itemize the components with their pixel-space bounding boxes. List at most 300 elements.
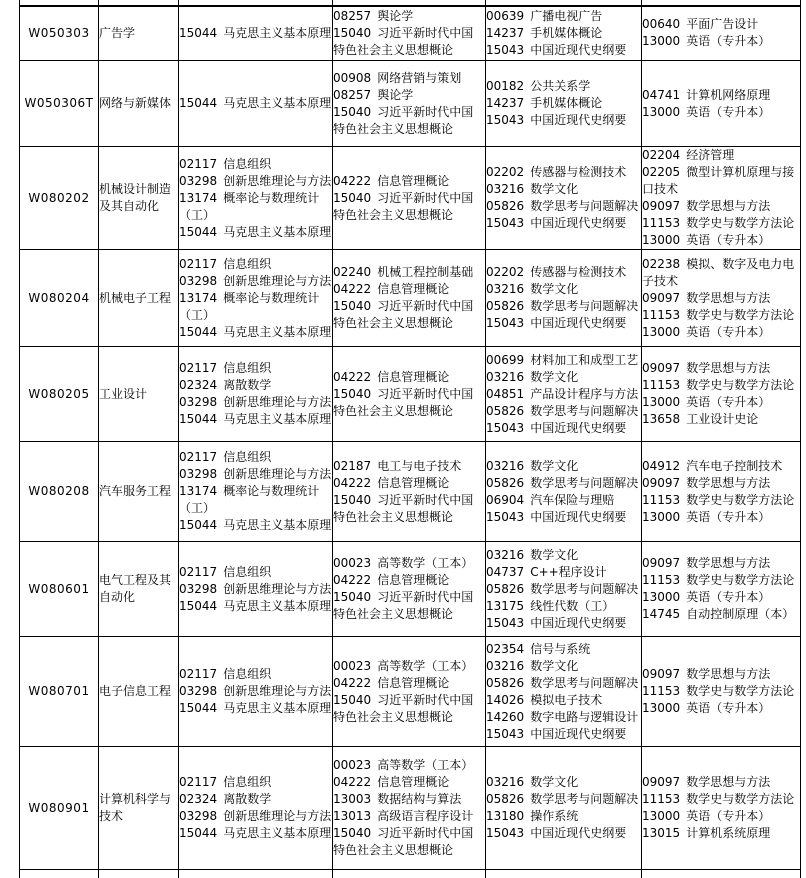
major-code-cell: W080901 [20, 747, 99, 870]
course-item [179, 273, 332, 290]
course-item [642, 791, 800, 808]
course-item [179, 394, 332, 411]
course-code: 13175 [486, 598, 525, 613]
course-item [179, 156, 332, 173]
course-item [642, 555, 800, 572]
major-name-cell: 汽车服务工程 [99, 442, 179, 542]
course-name: 英语（专升本） [686, 324, 771, 339]
course-code: 11153 [642, 492, 681, 507]
course-item [333, 658, 485, 675]
course-item [642, 16, 800, 33]
course-item [642, 33, 800, 50]
course-code: 15040 [333, 492, 372, 507]
course-item [486, 403, 641, 420]
course-item [642, 606, 800, 623]
course-item [642, 232, 800, 249]
course-item [179, 411, 332, 428]
course-name: 习近平新时代中国特色社会主义思想概论 [333, 25, 474, 57]
course-item [486, 675, 641, 692]
course-code: 13000 [642, 104, 681, 119]
course-item [333, 572, 485, 589]
empty-cell [20, 870, 99, 878]
course-name: 数学史与数学方法论 [686, 378, 795, 392]
course-code: 15040 [333, 299, 372, 313]
major-code-cell: W080208 [20, 442, 99, 542]
course-name: 数学思想与方法 [686, 556, 771, 570]
course-cell [333, 61, 486, 147]
course-cell [333, 147, 486, 250]
course-name: 高等数学（工本） [377, 758, 474, 772]
course-cell [179, 61, 333, 147]
table-row [20, 542, 801, 637]
course-item [642, 589, 800, 606]
course-code: 09097 [642, 199, 681, 213]
course-item [486, 78, 641, 95]
course-name: 习近平新时代中国特色社会主义思想概论 [333, 590, 474, 621]
course-code: 00639 [486, 8, 525, 23]
course-code: 02238 [642, 256, 681, 271]
course-item [486, 215, 641, 232]
course-cell [179, 637, 333, 747]
major-code-cell: W050306T [20, 61, 99, 147]
course-name: 数学史与数学方法论 [686, 684, 795, 698]
course-item [486, 281, 641, 298]
table-row [20, 347, 801, 442]
course-cell [642, 147, 801, 250]
course-code: 15044 [179, 25, 218, 40]
course-code: 13000 [642, 809, 681, 823]
course-code: 15044 [179, 518, 218, 532]
course-name: 马克思主义基本原理 [223, 224, 332, 239]
course-item [642, 492, 800, 509]
course-item [179, 290, 332, 324]
course-code: 14026 [486, 692, 525, 707]
table-row [20, 747, 801, 870]
course-item [486, 198, 641, 215]
course-code: 13000 [642, 701, 681, 715]
course-name: 中国近现代史纲要 [530, 216, 627, 230]
course-code: 02117 [179, 256, 218, 271]
course-cell [642, 637, 801, 747]
course-name: 数学文化 [530, 369, 579, 384]
course-name: 汽车保险与理赔 [530, 492, 615, 507]
course-item [333, 8, 485, 25]
course-name: 舆论学 [377, 8, 414, 23]
course-name: 概率论与数理统计（工） [179, 290, 320, 322]
course-code: 03216 [486, 775, 525, 789]
course-name: 数学思想与方法 [686, 667, 771, 681]
course-item [179, 791, 332, 808]
course-item [642, 774, 800, 791]
course-item [486, 774, 641, 791]
course-code: 09097 [642, 667, 681, 681]
course-code: 13000 [642, 590, 681, 604]
course-code: 02202 [486, 165, 525, 179]
course-item [486, 808, 641, 825]
course-name: 高级语言程序设计 [377, 809, 474, 823]
course-item [333, 492, 485, 526]
empty-cell [99, 870, 179, 878]
course-item [333, 104, 485, 138]
major-code-cell: W080202 [20, 147, 99, 250]
course-code: 04912 [642, 458, 681, 473]
course-item [179, 825, 332, 842]
course-item [642, 147, 800, 164]
course-code: 09097 [642, 556, 681, 570]
course-name: 信息管理概论 [377, 475, 450, 490]
major-name-cell: 网络与新媒体 [99, 61, 179, 147]
course-code: 05826 [486, 199, 525, 213]
course-name: 数学文化 [530, 458, 579, 473]
course-name: 经济管理 [686, 148, 735, 162]
course-name: 中国近现代史纲要 [530, 615, 627, 630]
course-name: 数学史与数学方法论 [686, 492, 795, 507]
course-name: 创新思维理论与方法 [223, 581, 332, 596]
course-code: 03216 [486, 182, 525, 196]
course-cell [642, 6, 801, 61]
course-cell [333, 542, 486, 637]
course-code: 04222 [333, 475, 372, 490]
course-code: 04741 [642, 87, 681, 102]
course-code: 15043 [486, 216, 525, 230]
course-item [486, 547, 641, 564]
course-item [486, 641, 641, 658]
course-code: 09097 [642, 775, 681, 789]
empty-cell [179, 870, 333, 878]
course-name: 信息组织 [223, 450, 272, 464]
course-code: 03216 [486, 282, 525, 296]
course-cell [642, 747, 801, 870]
course-name: 广播电视广告 [530, 8, 603, 23]
course-item [179, 173, 332, 190]
course-name: 信息组织 [223, 775, 272, 789]
table-row [20, 147, 801, 250]
course-name: 数学思想与方法 [686, 361, 771, 375]
course-name: 传感器与检测技术 [530, 265, 627, 279]
course-name: 手机媒体概论 [530, 25, 603, 40]
table-row [20, 6, 801, 61]
course-name: 手机媒体概论 [530, 96, 603, 110]
course-name: C++程序设计 [530, 564, 607, 579]
course-name: 信息组织 [223, 156, 272, 171]
course-code: 15040 [333, 190, 372, 205]
course-cell [642, 250, 801, 347]
course-name: 信息管理概论 [377, 675, 450, 690]
course-item [486, 615, 641, 632]
course-code: 15043 [486, 826, 525, 840]
course-item [179, 449, 332, 466]
course-item [333, 190, 485, 224]
course-code: 15040 [333, 692, 372, 707]
course-item [486, 692, 641, 709]
course-code: 00640 [642, 17, 681, 32]
course-cell [486, 442, 642, 542]
course-name: 数学文化 [530, 547, 579, 562]
course-name: 网络营销与策划 [377, 70, 462, 85]
course-code: 02205 [642, 165, 681, 179]
course-item [486, 726, 641, 743]
course-code: 11153 [642, 307, 681, 322]
course-name: 数学文化 [530, 182, 579, 196]
course-code: 15043 [486, 42, 525, 57]
course-name: 马克思主义基本原理 [223, 412, 332, 426]
course-cell [486, 147, 642, 250]
course-item [333, 475, 485, 492]
course-code: 04222 [333, 573, 372, 587]
course-code: 15044 [179, 224, 218, 239]
course-code: 03298 [179, 273, 218, 288]
course-code: 13180 [486, 809, 525, 823]
course-name: 数学思考与问题解决 [530, 792, 639, 806]
course-item [333, 825, 485, 859]
course-code: 00908 [333, 70, 372, 85]
course-name: 数学文化 [530, 775, 579, 789]
course-code: 05826 [486, 475, 525, 490]
course-code: 00699 [486, 352, 525, 367]
course-item [486, 164, 641, 181]
course-item [179, 256, 332, 273]
exam-schedule-table [19, 0, 801, 878]
course-name: 信息组织 [223, 361, 272, 375]
course-code: 14237 [486, 25, 525, 40]
course-cell [642, 347, 801, 442]
course-code: 03216 [486, 547, 525, 562]
course-item [179, 808, 332, 825]
course-name: 汽车电子控制技术 [686, 458, 783, 473]
course-name: 习近平新时代中国特色社会主义思想概论 [333, 104, 474, 136]
course-name: 数学思考与问题解决 [530, 475, 639, 490]
course-name: 离散数学 [223, 792, 272, 806]
course-code: 02324 [179, 378, 218, 392]
clipped-row-bottom [20, 870, 801, 878]
major-code-cell: W080205 [20, 347, 99, 442]
course-name: 电工与电子技术 [377, 458, 462, 473]
course-name: 中国近现代史纲要 [530, 42, 627, 57]
course-name: 高等数学（工本） [377, 658, 474, 673]
course-name: 线性代数（工） [530, 598, 615, 613]
course-code: 03298 [179, 809, 218, 823]
course-item [486, 825, 641, 842]
course-code: 04222 [333, 173, 372, 188]
course-name: 创新思维理论与方法 [223, 173, 332, 188]
course-code: 02204 [642, 148, 681, 162]
major-name-cell: 机械设计制造及其自动化 [99, 147, 179, 250]
course-item [642, 377, 800, 394]
course-item [642, 808, 800, 825]
course-item [642, 324, 800, 341]
course-cell [333, 347, 486, 442]
course-item [179, 324, 332, 341]
course-item [179, 25, 332, 42]
course-name: 创新思维理论与方法 [223, 467, 332, 481]
course-name: 操作系统 [530, 809, 579, 823]
course-name: 机械工程控制基础 [377, 265, 474, 279]
course-code: 13015 [642, 826, 681, 840]
schedule-table-body [20, 0, 801, 878]
course-cell [179, 147, 333, 250]
course-code: 15043 [486, 615, 525, 630]
course-item [486, 369, 641, 386]
course-code: 13000 [642, 324, 681, 339]
course-code: 05826 [486, 792, 525, 806]
course-code: 02354 [486, 641, 525, 656]
course-item [642, 394, 800, 411]
course-name: 概率论与数理统计（工） [179, 190, 320, 222]
course-item [486, 42, 641, 59]
major-name-cell: 广告学 [99, 6, 179, 61]
course-item [486, 25, 641, 42]
course-cell [333, 442, 486, 542]
table-row [20, 442, 801, 542]
course-name: 工业设计史论 [686, 412, 759, 426]
course-code: 15044 [179, 701, 218, 715]
course-item [333, 774, 485, 791]
course-item [642, 104, 800, 121]
course-item [179, 700, 332, 717]
course-item [179, 517, 332, 534]
course-item [642, 87, 800, 104]
course-name: 创新思维理论与方法 [223, 395, 332, 409]
table-row [20, 61, 801, 147]
course-name: 数学思想与方法 [686, 290, 771, 305]
major-name-cell: 机械电子工程 [99, 250, 179, 347]
course-cell [333, 637, 486, 747]
course-item [179, 666, 332, 683]
course-item [642, 475, 800, 492]
course-item [486, 315, 641, 332]
course-item [486, 386, 641, 403]
course-name: 习近平新时代中国特色社会主义思想概论 [333, 299, 474, 330]
course-item [179, 377, 332, 394]
course-item [486, 658, 641, 675]
course-item [333, 173, 485, 190]
course-item [486, 492, 641, 509]
course-name: 创新思维理论与方法 [223, 273, 332, 288]
course-item [642, 290, 800, 307]
course-name: 数学思考与问题解决 [530, 199, 639, 213]
course-item [642, 307, 800, 324]
course-item [333, 692, 485, 726]
course-item [179, 190, 332, 224]
course-name: 创新思维理论与方法 [223, 684, 332, 698]
course-code: 02117 [179, 156, 218, 171]
empty-cell [642, 870, 801, 878]
major-code-cell: W080701 [20, 637, 99, 747]
course-name: 高等数学（工本） [377, 556, 474, 570]
course-code: 03298 [179, 581, 218, 596]
course-name: 微型计算机原理与接口技术 [642, 165, 795, 196]
course-name: 模拟电子技术 [530, 692, 603, 707]
course-name: 信息管理概论 [377, 573, 450, 587]
course-name: 信息管理概论 [377, 775, 450, 789]
course-name: 数学史与数学方法论 [686, 307, 795, 322]
course-code: 15040 [333, 104, 372, 119]
course-name: 概率论与数理统计（工） [179, 484, 320, 515]
course-name: 信息组织 [223, 256, 272, 271]
course-name: 平面广告设计 [686, 17, 759, 32]
course-code: 11153 [642, 378, 681, 392]
course-cell [333, 747, 486, 870]
course-name: 马克思主义基本原理 [223, 518, 332, 532]
course-name: 英语（专升本） [686, 395, 771, 409]
course-cell [486, 61, 642, 147]
course-name: 英语（专升本） [686, 590, 771, 604]
major-code-cell: W080601 [20, 542, 99, 637]
course-name: 数据结构与算法 [377, 792, 462, 806]
course-item [486, 8, 641, 25]
course-item [642, 256, 800, 290]
course-item [179, 581, 332, 598]
course-item [486, 709, 641, 726]
course-code: 02187 [333, 458, 372, 473]
course-code: 13000 [642, 233, 681, 247]
course-item [179, 483, 332, 517]
course-name: 传感器与检测技术 [530, 165, 627, 179]
course-name: 马克思主义基本原理 [223, 701, 332, 715]
course-code: 15043 [486, 509, 525, 524]
course-code: 13000 [642, 395, 681, 409]
course-code: 00023 [333, 758, 372, 772]
course-code: 11153 [642, 684, 681, 698]
course-name: 中国近现代史纲要 [530, 316, 627, 330]
course-code: 15043 [486, 113, 525, 127]
course-code: 15043 [486, 420, 525, 435]
course-name: 数学思考与问题解决 [530, 675, 639, 690]
course-name: 马克思主义基本原理 [223, 25, 332, 40]
course-name: 数学思想与方法 [686, 199, 771, 213]
course-code: 02117 [179, 667, 218, 681]
course-item [333, 281, 485, 298]
course-code: 15044 [179, 324, 218, 339]
course-item [642, 683, 800, 700]
course-name: 习近平新时代中国特色社会主义思想概论 [333, 692, 474, 724]
course-code: 03298 [179, 467, 218, 481]
course-name: 中国近现代史纲要 [530, 509, 627, 524]
course-item [486, 475, 641, 492]
course-item [486, 264, 641, 281]
course-name: 马克思主义基本原理 [223, 598, 332, 613]
course-name: 创新思维理论与方法 [223, 809, 332, 823]
course-item [486, 95, 641, 112]
course-item [179, 564, 332, 581]
course-item [486, 581, 641, 598]
course-code: 04737 [486, 564, 525, 579]
major-name-cell: 电子信息工程 [99, 637, 179, 747]
course-item [642, 700, 800, 717]
course-name: 信息组织 [223, 667, 272, 681]
course-code: 15044 [179, 96, 218, 110]
course-item [179, 598, 332, 615]
empty-cell [486, 870, 642, 878]
course-code: 08257 [333, 87, 372, 102]
course-code: 05826 [486, 675, 525, 690]
course-code: 03298 [179, 395, 218, 409]
course-item [642, 509, 800, 526]
course-code: 13174 [179, 190, 218, 205]
course-code: 00023 [333, 556, 372, 570]
course-name: 马克思主义基本原理 [223, 96, 332, 110]
course-code: 04222 [333, 282, 372, 296]
course-name: 数学文化 [530, 658, 579, 673]
major-name-cell: 计算机科学与技术 [99, 747, 179, 870]
course-name: 产品设计程序与方法 [530, 386, 639, 401]
course-cell [642, 542, 801, 637]
course-item [179, 95, 332, 112]
course-item [333, 264, 485, 281]
course-code: 03298 [179, 173, 218, 188]
course-item [486, 509, 641, 526]
course-name: 信号与系统 [530, 641, 591, 656]
